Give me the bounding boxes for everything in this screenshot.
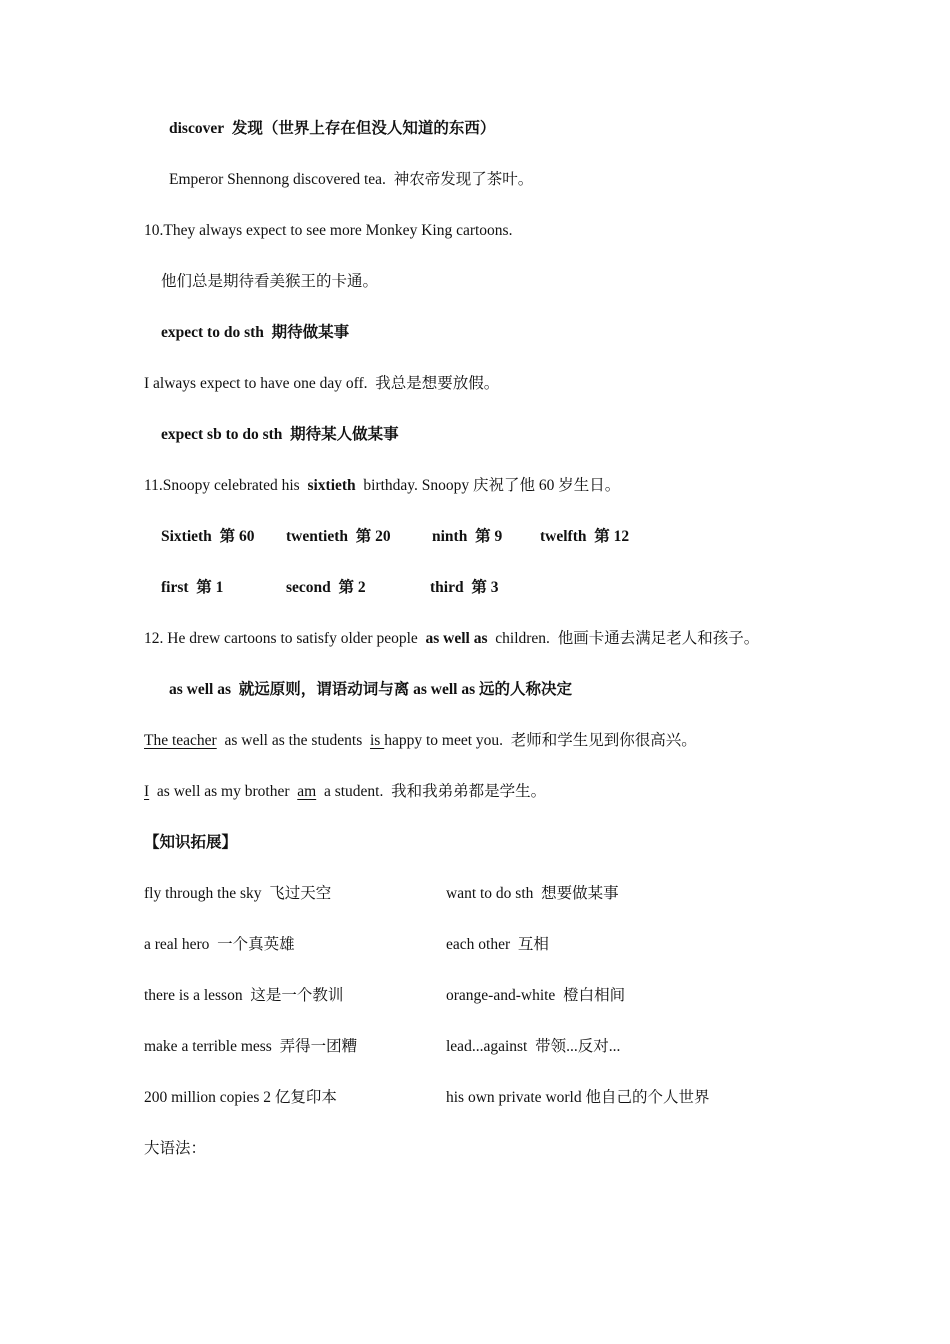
english: Emperor Shennong discovered tea. (169, 171, 386, 188)
verb: is (369, 732, 385, 749)
phrase-expect-to-do (161, 323, 349, 343)
ordinal-item (286, 527, 391, 547)
meaning: 期待某人做某事 (290, 426, 399, 443)
ordinal-word: Sixtieth (161, 528, 212, 545)
section-title: 【知识拓展】 (144, 834, 238, 851)
phrase: a real hero (144, 936, 210, 953)
meaning: 想要做某事 (541, 885, 619, 902)
keyword: as well as (425, 630, 488, 647)
phrase-expect-sb-to-do (161, 425, 399, 445)
chinese: 我和我弟弟都是学生。 (391, 783, 547, 800)
ordinal-item (286, 578, 366, 598)
phrase: each other (446, 936, 511, 953)
ordinal-cn: 第 2 (338, 579, 366, 596)
sentence-part: 11.Snoopy celebrated his (144, 477, 300, 494)
english: I always expect to have one day off. (144, 375, 368, 392)
expansion-right (446, 935, 549, 955)
chinese: 我总是想要放假。 (375, 375, 500, 392)
phrase: make a terrible mess (144, 1038, 272, 1055)
example-sentence (169, 170, 533, 190)
phrase: there is a lesson (144, 987, 243, 1004)
expansion-left (144, 935, 295, 955)
expansion-right (446, 884, 619, 904)
expansion-left (144, 884, 331, 904)
sentence-part: children. (495, 630, 550, 647)
meaning: 互相 (517, 936, 549, 953)
ordinal-cn: 第 60 (219, 528, 255, 545)
ordinal-cn: 第 3 (471, 579, 499, 596)
example-sentence (144, 782, 546, 802)
meaning: 他自己的个人世界 (585, 1089, 710, 1106)
vocab-discover (169, 119, 495, 139)
sentence-part: happy to meet you. (384, 732, 504, 749)
rule-text: 就远原则，谓语动词与离 as well as 远的人称决定 (238, 681, 573, 698)
sentence-part: as well as the students (224, 732, 363, 749)
ordinal-item (161, 578, 223, 598)
ordinal-word: third (430, 579, 464, 596)
meaning: 一个真英雄 (217, 936, 295, 953)
ordinal-item (430, 578, 498, 598)
sentence-part: a student. (323, 783, 384, 800)
ordinal-cn: 第 12 (594, 528, 630, 545)
meaning: 橙白相间 (563, 987, 626, 1004)
ordinal-word: twelfth (540, 528, 587, 545)
ordinal-word: ninth (432, 528, 468, 545)
subject: The teacher (144, 732, 217, 749)
meaning: 飞过天空 (269, 885, 332, 902)
chinese: 老师和学生见到你很高兴。 (510, 732, 697, 749)
phrase: his own private world (446, 1089, 582, 1106)
sentence-part: 12. He drew cartoons to satisfy older people (144, 630, 418, 647)
sentence-part: birthday. Snoopy 庆祝了他 60 岁生日。 (363, 477, 621, 494)
phrase: expect to do sth (161, 324, 264, 341)
ordinal-word: first (161, 579, 189, 596)
expansion-right (446, 986, 625, 1006)
rule-as-well-as (169, 680, 572, 700)
meaning: 弄得一团糟 (279, 1038, 358, 1055)
ordinal-cn: 第 20 (355, 528, 391, 545)
phrase: expect sb to do sth (161, 426, 283, 443)
meaning: 带领...反对... (535, 1038, 621, 1055)
expansion-left (144, 1088, 337, 1108)
meaning: 发现（世界上存在但没人知道的东西） (231, 120, 496, 137)
subject: I (144, 783, 150, 800)
phrase: want to do sth (446, 885, 534, 902)
expansion-left (144, 986, 343, 1006)
example-sentence (144, 731, 697, 751)
verb: am (297, 783, 317, 800)
expansion-right (446, 1088, 710, 1108)
phrase: orange-and-white (446, 987, 556, 1004)
sentence-10: 10.They always expect to see more Monkey King cartoons. (144, 222, 513, 239)
sentence-11 (144, 476, 620, 496)
sentence-10-translation: 他们总是期待看美猴王的卡通。 (161, 273, 379, 290)
ordinal-item (161, 527, 254, 547)
chinese: 神农帝发现了茶叶。 (393, 171, 534, 188)
meaning: 这是一个教训 (250, 987, 344, 1004)
meaning: 期待做某事 (271, 324, 350, 341)
phrase: 200 million copies (144, 1089, 260, 1106)
ordinal-word: twentieth (286, 528, 348, 545)
example-sentence (144, 374, 499, 394)
ordinal-cn: 第 9 (475, 528, 503, 545)
sentence-12 (144, 629, 759, 649)
meaning: 2 亿复印本 (263, 1089, 337, 1106)
ordinal-word: second (286, 579, 331, 596)
ordinal-item (540, 527, 629, 547)
phrase: as well as (169, 681, 231, 698)
phrase: fly through the sky (144, 885, 262, 902)
chinese: 他画卡通去满足老人和孩子。 (557, 630, 760, 647)
ordinal-item (432, 527, 502, 547)
ordinal-cn: 第 1 (196, 579, 224, 596)
sentence-part: as well as my brother (156, 783, 290, 800)
grammar-title: 大语法： (144, 1140, 207, 1157)
expansion-right (446, 1037, 620, 1057)
keyword: sixtieth (307, 477, 356, 494)
expansion-left (144, 1037, 357, 1057)
word: discover (169, 120, 225, 137)
phrase: lead...against (446, 1038, 528, 1055)
